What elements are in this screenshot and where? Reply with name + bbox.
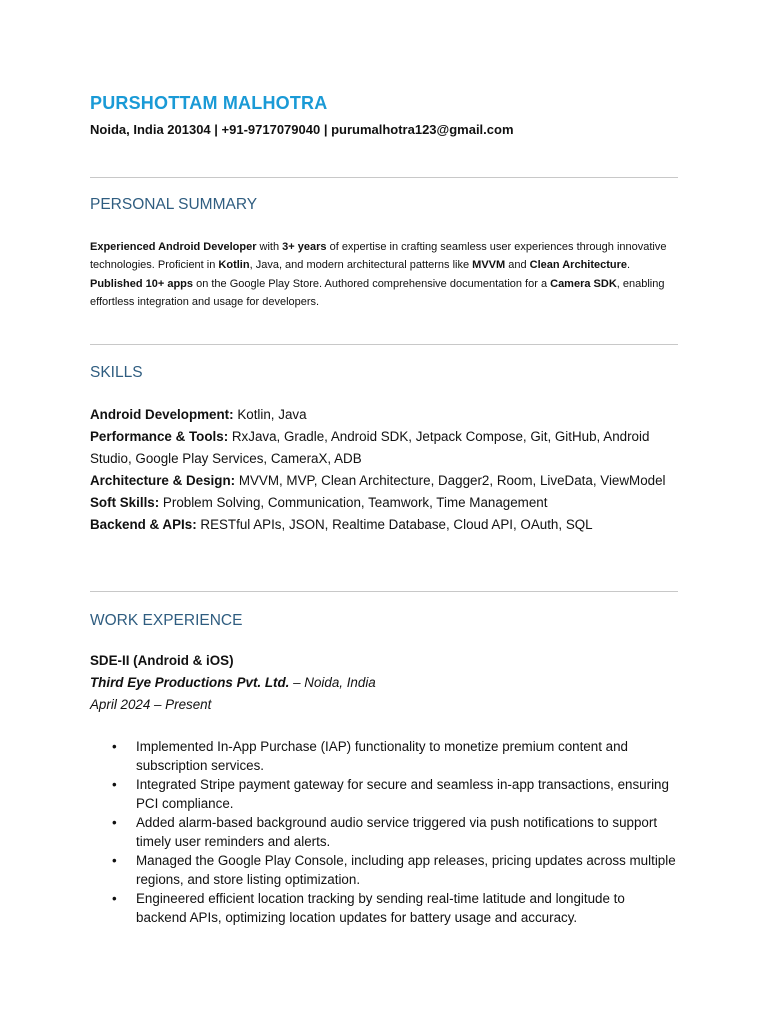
emphasis-text: Camera SDK [550, 277, 617, 290]
bullet-icon: • [112, 739, 117, 754]
responsibility-text: Managed the Google Play Console, including app releases, pricing updates across multiple regions, and store listing optimization. [136, 853, 676, 887]
skill-label: Backend & APIs: [90, 517, 197, 532]
job-company: Third Eye Productions Pvt. Ltd. [90, 675, 290, 690]
section-title-personal-summary: PERSONAL SUMMARY [90, 196, 258, 213]
skills-list [90, 404, 678, 536]
body-text: , enabling effortless integration and usage for developers. [90, 277, 665, 308]
bullet-icon: • [112, 777, 117, 792]
bullet-icon: • [112, 815, 117, 830]
responsibility-item [90, 775, 678, 813]
responsibility-text: Integrated Stripe payment gateway for secure and seamless in-app transactions, ensuring PCI compliance. [136, 777, 669, 811]
job-dates: April 2024 – Present [90, 697, 212, 712]
responsibility-text: Engineered efficient location tracking by sending real-time latitude and longitude to backend APIs, optimizing location updates for battery usage and accuracy. [136, 891, 625, 925]
responsibility-text: Implemented In-App Purchase (IAP) functionality to monetize premium content and subscription services. [136, 739, 628, 773]
section-title-work-experience: WORK EXPERIENCE [90, 612, 243, 629]
emphasis-text: MVVM [472, 259, 506, 272]
skill-item [90, 492, 678, 514]
emphasis-text: 3+ years [282, 241, 327, 253]
skill-label: Android Development: [90, 407, 234, 422]
responsibility-item [90, 737, 678, 775]
emphasis-text: Clean Architecture [529, 259, 628, 272]
job-role: SDE-II (Android & iOS) [90, 653, 234, 668]
emphasis-text: Published 10+ apps [90, 277, 194, 290]
skill-label: Soft Skills: [90, 495, 160, 510]
responsibility-text: Added alarm-based background audio service triggered via push notifications to support timely user reminders and alerts. [136, 815, 658, 849]
body-text: of expertise in crafting seamless user experiences through innovative technologies. Proficient in [90, 241, 667, 272]
responsibility-item [90, 813, 678, 851]
body-text: and [505, 259, 530, 272]
contact-line: Noida, India 201304 | +91-9717079040 | purumalhotra123@gmail.com [90, 122, 514, 137]
responsibility-item [90, 851, 678, 889]
skill-label: Architecture & Design: [90, 473, 236, 488]
skill-value: Problem Solving, Communication, Teamwork, Time Management [159, 495, 548, 510]
body-text: , Java, and modern architectural patterns like [249, 259, 473, 272]
body-text: with [256, 241, 283, 253]
section-divider [90, 344, 678, 345]
skill-value: MVVM, MVP, Clean Architecture, Dagger2, Room, LiveData, ViewModel [235, 473, 666, 488]
skill-value: Kotlin, Java [233, 407, 307, 422]
bullet-icon: • [112, 853, 117, 868]
skill-item [90, 404, 678, 426]
body-text: . [627, 259, 631, 272]
skill-item [90, 426, 678, 470]
summary-paragraph [90, 238, 678, 311]
job-location: – Noida, India [289, 675, 376, 690]
job-company-line [90, 675, 376, 690]
skill-item [90, 470, 678, 492]
skill-value: RESTful APIs, JSON, Realtime Database, Cloud API, OAuth, SQL [196, 517, 593, 532]
job-responsibilities [90, 737, 678, 927]
skill-label: Performance & Tools: [90, 429, 229, 444]
section-divider [90, 177, 678, 178]
section-divider [90, 591, 678, 592]
skill-item [90, 514, 678, 536]
section-title-skills: SKILLS [90, 364, 143, 381]
bullet-icon: • [112, 891, 117, 906]
responsibility-item [90, 889, 678, 927]
candidate-name: PURSHOTTAM MALHOTRA [90, 93, 328, 113]
body-text: on the Google Play Store. Authored comprehensive documentation for a [193, 277, 551, 290]
skill-value: RxJava, Gradle, Android SDK, Jetpack Compose, Git, GitHub, Android Studio, Google Play Services, CameraX, ADB [90, 429, 650, 466]
emphasis-text: Kotlin [218, 259, 250, 272]
emphasis-text: Experienced Android Developer [90, 241, 257, 253]
